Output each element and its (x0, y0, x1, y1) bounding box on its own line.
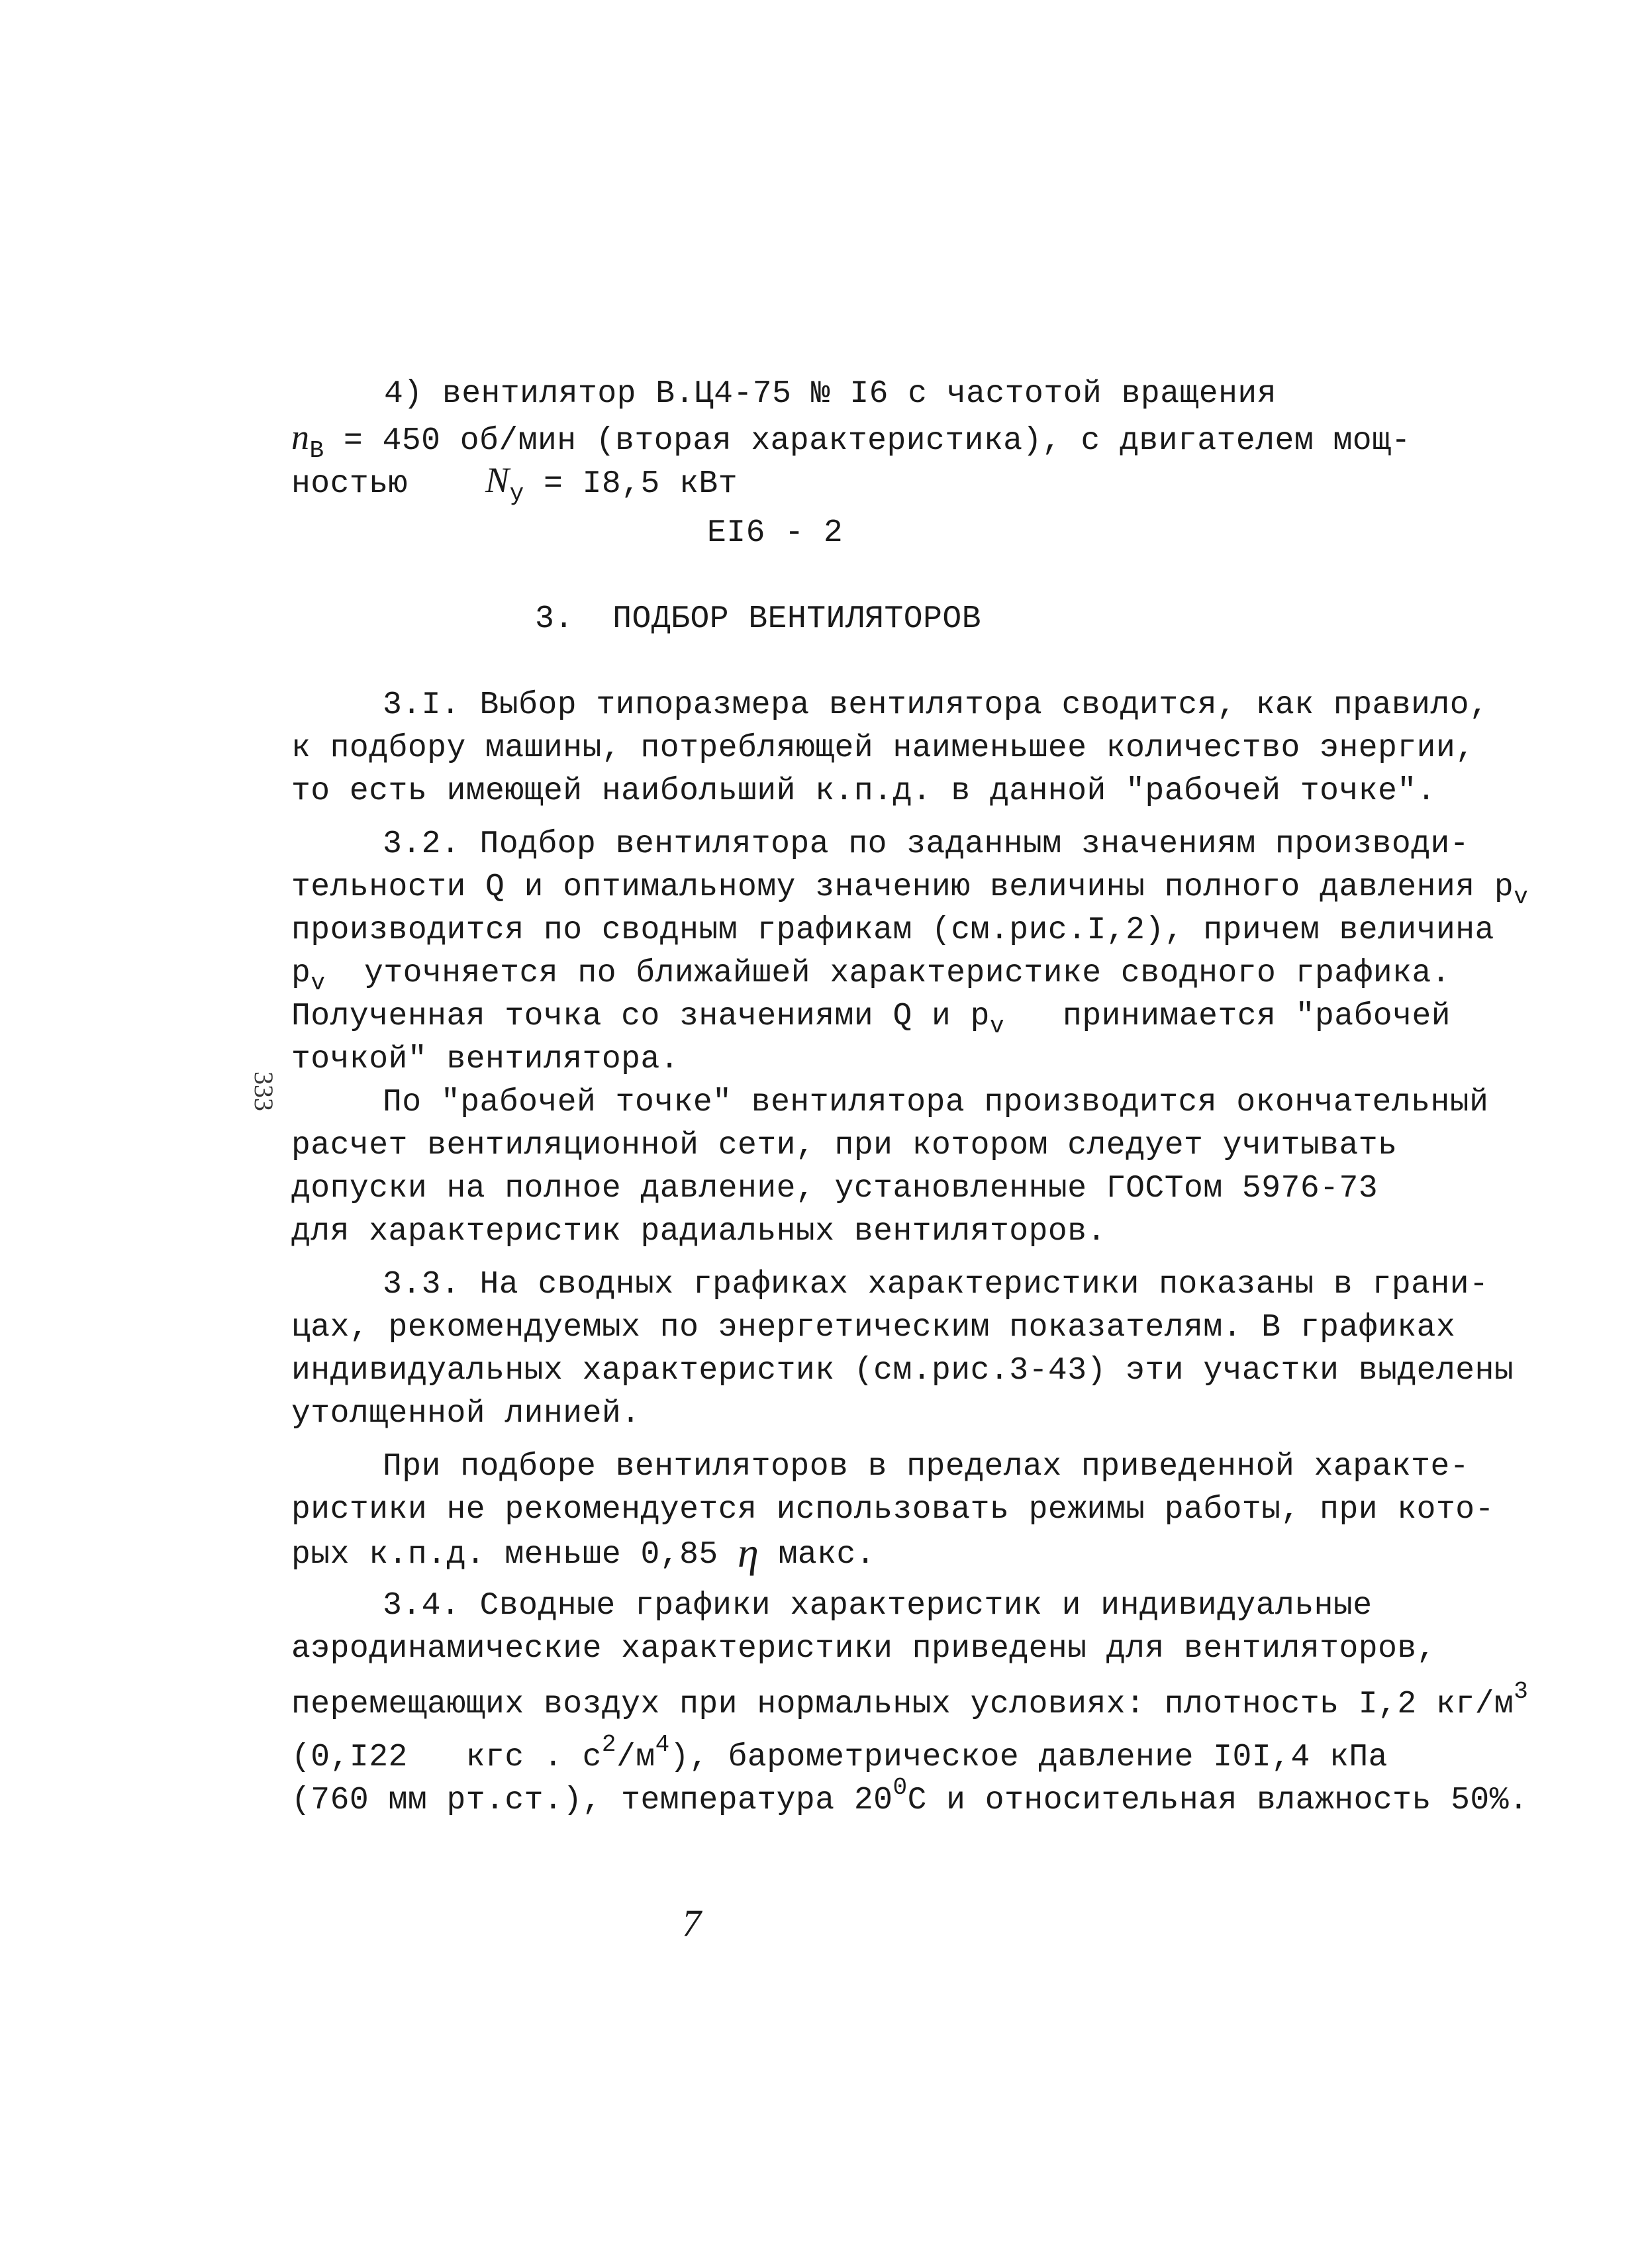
p34-line4-pre: (0,I22 кгс . с (291, 1740, 602, 1775)
p34-line5-pre: (760 мм рт.ст.), температура 20 (291, 1783, 893, 1818)
pressure-subscript: v (311, 969, 326, 997)
pressure-symbol: p (1494, 869, 1514, 905)
margin-handwritten-mark: 333 (249, 1071, 279, 1111)
p33b-line3 (291, 1529, 876, 1576)
efficiency-symbol: η (738, 1529, 759, 1576)
p34-line1: 3.4. Сводные графики характеристик и индивидуальные (383, 1588, 1373, 1624)
pressure-subscript: v (1514, 883, 1529, 911)
p34-line4-sup1: 2 (601, 1731, 616, 1758)
p32b-line1: По "рабочей точке" вентилятора производится окончательный (383, 1085, 1489, 1120)
document-code: ЕI6 - 2 (707, 515, 844, 551)
item4-line3-post: = I8,5 кВт (524, 466, 738, 502)
page-number: 7 (682, 1902, 701, 1945)
p33b-line1: При подборе вентиляторов в пределах приведенной характе- (383, 1449, 1470, 1485)
pressure-symbol: p (970, 999, 990, 1034)
pressure-subscript: v (989, 1012, 1005, 1040)
p34-line4-post: ), барометрическое давление I0I,4 кПа (669, 1740, 1388, 1775)
item4-line3 (291, 460, 738, 514)
p33b-line3-post: макс. (759, 1537, 876, 1573)
p32b-line4: для характеристик радиальных вентиляторов. (291, 1214, 1106, 1250)
p34-line4-mid: /м (616, 1740, 655, 1775)
item4-line2-text: = 450 об/мин (вторая характеристика), с двигателем мощ- (324, 423, 1411, 459)
p34-line5-post: С и относительная влажность 50%. (907, 1783, 1529, 1818)
p33-line4: утолщенной линией. (291, 1396, 641, 1432)
p31-line3: то есть имеющей наибольший к.п.д. в данной "рабочей точке". (291, 773, 1436, 809)
p33-line3: индивидуальных характеристик (см.рис.3-43) эти участки выделены (291, 1353, 1514, 1389)
p32-line6: точкой" вентилятора. (291, 1042, 680, 1077)
p33b-line2: ристики не рекомендуется использовать режимы работы, при кото- (291, 1492, 1494, 1528)
p34-line4-sup2: 4 (655, 1731, 670, 1758)
p32-line5 (291, 997, 1451, 1046)
p32-line4 (291, 954, 1451, 1003)
p31-line1: 3.I. Выбор типоразмера вентилятора сводится, как правило, (383, 687, 1489, 723)
rotation-speed-subscript: В (309, 437, 324, 464)
p33b-line3-pre: рых к.п.д. меньше 0,85 (291, 1537, 738, 1573)
p32-line2 (291, 867, 1528, 917)
p32-line3: производится по сводным графикам (см.рис.I,2), причем величина (291, 912, 1494, 948)
pressure-symbol: p (291, 956, 311, 991)
p32-line5-pre: Полученная точка со значениями Q и (291, 999, 971, 1034)
item4-line1: 4) вентилятор В.Ц4-75 № I6 с частотой вращения (384, 376, 1277, 412)
p32b-line2: расчет вентиляционной сети, при котором следует учитывать (291, 1128, 1398, 1163)
p32-line2-text: тельности Q и оптимальному значению величины полного давления (291, 869, 1494, 905)
p33-line2: цах, рекомендуемых по энергетическим показателям. В графиках (291, 1310, 1456, 1346)
rotation-speed-symbol: n (291, 417, 310, 457)
power-symbol: N (485, 460, 510, 500)
p34-line5-sup: 0 (893, 1774, 908, 1801)
p34-line3 (291, 1672, 1528, 1724)
p31-line2: к подбору машины, потребляющей наименьшее количество энергии, (291, 730, 1475, 766)
p34-line2: аэродинамические характеристики приведены для вентиляторов, (291, 1631, 1436, 1667)
p34-line5 (291, 1768, 1528, 1820)
section-title: 3. ПОДБОР ВЕНТИЛЯТОРОВ (535, 601, 982, 637)
p32-line4-text: уточняется по ближайшей характеристике сводного графика. (325, 956, 1451, 991)
p32b-line3: допуски на полное давление, установленные ГОСТом 5976-73 (291, 1171, 1378, 1207)
p33-line1: 3.3. На сводных графиках характеристики показаны в грани- (383, 1267, 1489, 1303)
p34-line3-text: перемещающих воздух при нормальных условиях: плотность I,2 кг/м (291, 1687, 1514, 1722)
p34-line3-sup: 3 (1514, 1678, 1529, 1705)
power-subscript: у (509, 480, 524, 507)
p32-line1: 3.2. Подбор вентилятора по заданным значениям производи- (383, 826, 1470, 862)
item4-line3-pre: ностью (291, 466, 486, 502)
p32-line5-post: принимается "рабочей (1004, 999, 1451, 1034)
